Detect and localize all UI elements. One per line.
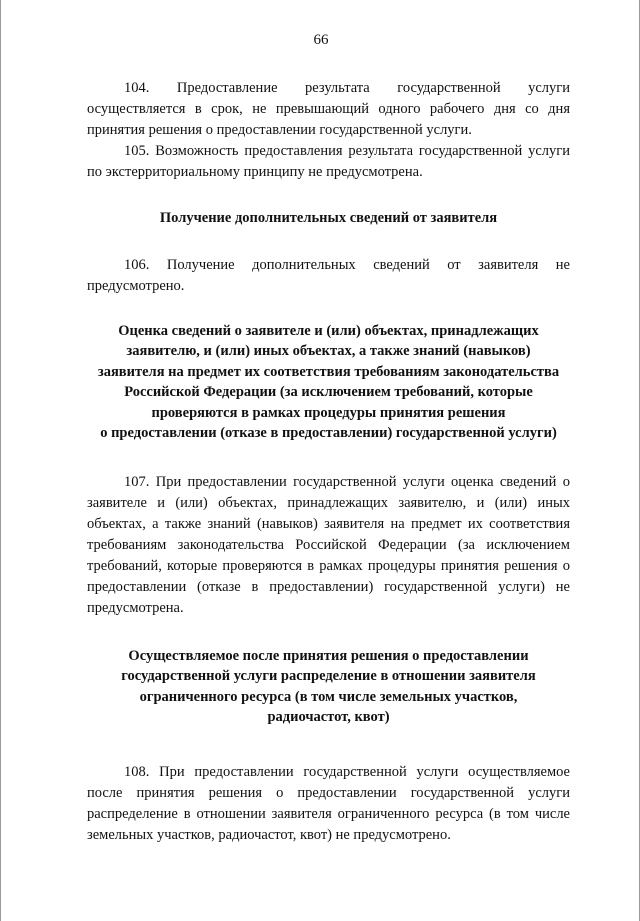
heading-assessment	[87, 321, 570, 444]
heading-resource-line: ограниченного ресурса (в том числе земельных участков,	[139, 688, 518, 705]
heading-resource-line: государственной услуги распределение в отношении заявителя	[121, 668, 536, 684]
heading-assessment-line: заявителю, и (или) иных объектах, а также знаний (навыков)	[126, 343, 531, 359]
page-number: 66	[313, 32, 329, 48]
heading-resource-distribution	[87, 646, 570, 728]
heading-assessment-line: о предоставлении (отказе в предоставлении) государственной услуги)	[100, 425, 557, 441]
heading-assessment-line: Российской Федерации (за исключением требований, которые	[124, 384, 533, 400]
paragraph-106: 106. Получение дополнительных сведений от заявителя не предусмотрено.	[87, 256, 570, 294]
document-body	[87, 78, 570, 846]
paragraph-108: 108. При предоставлении государственной услуги осуществляемое после принятия решения о предоставлении государственной услуги распределение в отношении заявителя ограниченного ресурса (в том числе земельных участков, радиочастот, квот) не предусмотрено.	[87, 763, 570, 843]
heading-resource-line: Осуществляемое после принятия решения о предоставлении	[128, 647, 529, 664]
heading-resource-line: радиочастот, квот)	[267, 709, 390, 725]
paragraph-107: 107. При предоставлении государственной услуги оценка сведений о заявителе и (или) объектах, принадлежащих заявителю, и (или) иных объектах, а также знаний (навыков) заявителя на предмет их соответствия требованиям законодательства Российской Федерации (за исключением требований, которые проверяются в рамках процедуры принятия решения о предоставлении (отказе в предоставлении) государственной услуги) не предусмотрена.	[87, 473, 570, 616]
heading-assessment-line: проверяются в рамках процедуры принятия решения	[151, 404, 506, 421]
paragraph-105: 105. Возможность предоставления результата государственной услуги по экстерриториальному принципу не предусмотрена.	[87, 143, 570, 180]
heading-assessment-line: заявителя на предмет их соответствия требованиям законодательства	[97, 363, 560, 380]
heading-additional-info: Получение дополнительных сведений от заявителя	[159, 210, 498, 226]
heading-assessment-line: Оценка сведений о заявителе и (или) объектах, принадлежащих	[118, 322, 539, 339]
paragraph-104: 104. Предоставление результата государственной услуги осуществляется в срок, не превышающий одного рабочего дня со дня принятия решения о предоставлении государственной услуги.	[87, 80, 570, 138]
